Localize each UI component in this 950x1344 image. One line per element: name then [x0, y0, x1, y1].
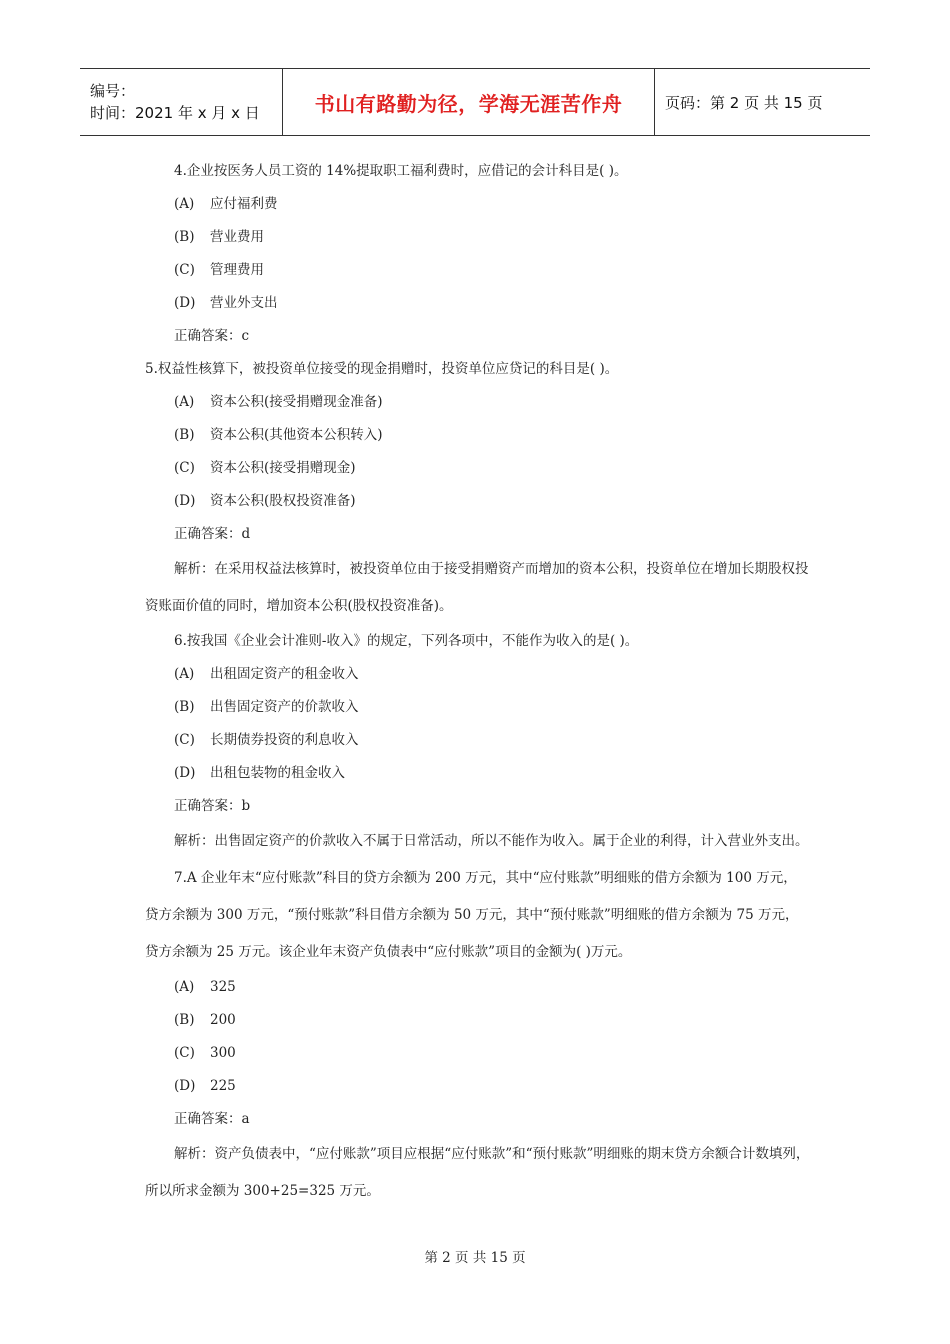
question-7-option-b: (B) 200 [174, 1012, 236, 1028]
question-5-stem: 5.权益性核算下，被投资单位接受的现金捐赠时，投资单位应贷记的科目是( )。 [145, 361, 619, 377]
question-7-option-c: (C) 300 [174, 1045, 236, 1061]
document-date: 时间：2021 年 x 月 x 日 [90, 104, 260, 122]
question-4-answer: 正确答案：c [174, 328, 250, 344]
header-motto: 书山有路勤为径，学海无涯苦作舟 [314, 91, 623, 116]
question-5-option-b: (B) 资本公积(其他资本公积转入) [174, 427, 383, 443]
question-6-analysis: 解析：出售固定资产的价款收入不属于日常活动，所以不能作为收入。属于企业的利得，计入营业外支出。 [174, 833, 809, 849]
question-4-option-b: (B) 营业费用 [174, 229, 264, 245]
question-5-answer: 正确答案：d [174, 526, 251, 542]
question-7-option-d: (D) 225 [174, 1078, 236, 1094]
page-header [80, 68, 870, 136]
question-5-option-a: (A) 资本公积(接受捐赠现金准备) [174, 394, 383, 410]
header-motto-cell [282, 69, 655, 135]
question-5-option-c: (C) 资本公积(接受捐赠现金) [174, 460, 356, 476]
question-4-stem: 4.企业按医务人员工资的 14%提取职工福利费时，应借记的会计科目是( )。 [174, 163, 628, 179]
question-7-option-a: (A) 325 [174, 979, 236, 995]
question-6-stem: 6.按我国《企业会计准则-收入》的规定，下列各项中，不能作为收入的是( )。 [174, 633, 639, 649]
question-4-option-d: (D) 营业外支出 [174, 295, 278, 311]
question-7-stem: 7.A 企业年末“应付账款”科目的贷方余额为 200 万元，其中“应付账款”明细账的借方余额为 100 万元，贷方余额为 300 万元，“预付账款”科目借方余额为 50 万元，其中“预付账款”明细账的借方余额为 75 万元，贷方余额为 25 万元。该企业年末资产负债表中“应付账款”项目的金额为( )万元。 [145, 870, 799, 960]
question-6-option-a: (A) 出租固定资产的租金收入 [174, 666, 359, 682]
question-7-analysis: 解析：资产负债表中，“应付账款”项目应根据“应付账款”和“预付账款”明细账的期末贷方余额合计数填列，所以所求金额为 300+25=325 万元。 [145, 1146, 810, 1199]
header-meta [80, 69, 282, 135]
question-6-option-c: (C) 长期债券投资的利息收入 [174, 732, 359, 748]
question-5-analysis: 解析：在采用权益法核算时，被投资单位由于接受捐赠资产而增加的资本公积，投资单位在增加长期股权投资账面价值的同时，增加资本公积(股权投资准备)。 [145, 561, 809, 614]
header-page-info: 页码：第 2 页 共 15 页 [665, 93, 823, 112]
document-body [145, 155, 810, 1210]
question-4-option-a: (A) 应付福利费 [174, 196, 278, 212]
question-6-option-d: (D) 出租包装物的租金收入 [174, 765, 345, 781]
page-footer: 第 2 页 共 15 页 [424, 1250, 526, 1266]
question-4-option-c: (C) 管理费用 [174, 262, 264, 278]
question-6-answer: 正确答案：b [174, 798, 251, 814]
question-7-answer: 正确答案：a [174, 1111, 250, 1127]
question-6-option-b: (B) 出售固定资产的价款收入 [174, 699, 359, 715]
question-5-option-d: (D) 资本公积(股权投资准备) [174, 493, 356, 509]
document-number: 编号： [90, 82, 136, 100]
